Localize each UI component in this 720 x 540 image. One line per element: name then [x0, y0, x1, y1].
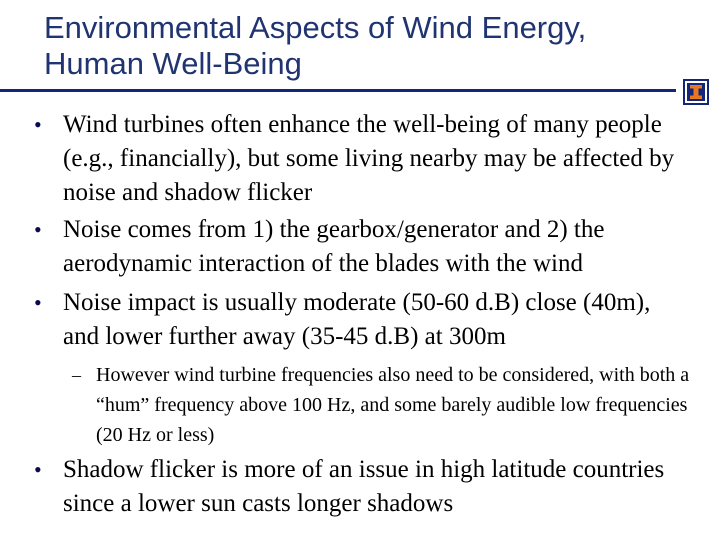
- bullet-marker: •: [34, 112, 42, 137]
- bullet-text: Noise comes from 1) the gearbox/generator and 2) the aerodynamic interaction of the blades with the wind: [63, 216, 605, 277]
- sub-bullet-marker: –: [72, 365, 81, 385]
- bullet-text: Shadow flicker is more of an issue in high latitude countries since a lower sun casts longer shadows: [63, 456, 665, 517]
- bullet-marker: •: [34, 290, 42, 315]
- bullet-marker: •: [34, 457, 42, 482]
- bullet-marker: •: [34, 217, 42, 242]
- sub-bullet-text: However wind turbine frequencies also need to be considered, with both a “hum” frequency above 100 Hz, and some barely audible low frequencies (20 Hz or less): [96, 364, 690, 446]
- bullet-text: Wind turbines often enhance the well-being of many people (e.g., financially), but some living nearby may be affected by noise and shadow flicker: [63, 111, 675, 206]
- bullet-text: Noise impact is usually moderate (50-60 d.B) close (40m), and lower further away (35-45 d.B) at 300m: [63, 289, 651, 350]
- slide-title: Environmental Aspects of Wind Energy, Human Well-Being: [44, 10, 587, 81]
